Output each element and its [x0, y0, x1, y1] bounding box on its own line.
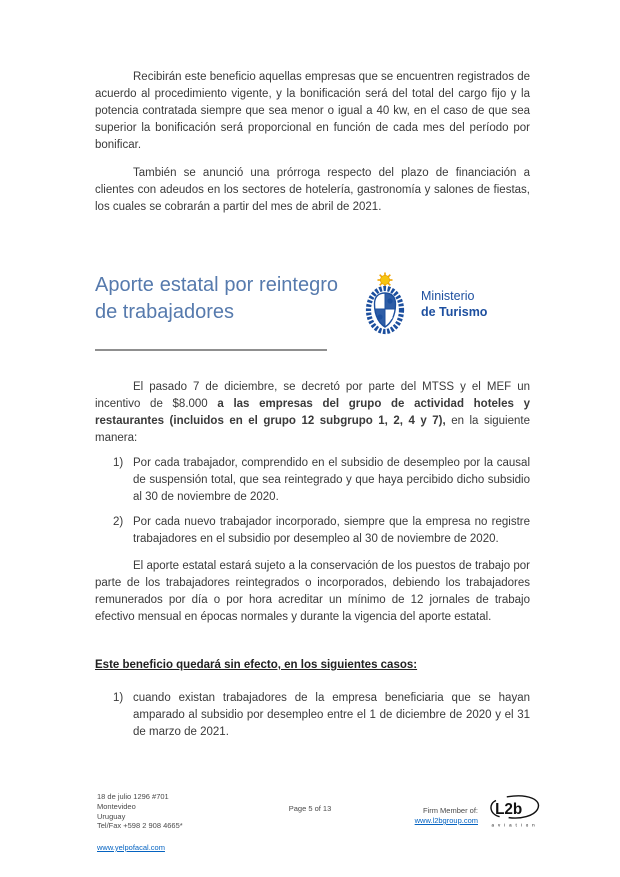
list-item-text: cuando existan trabajadores de la empresa beneficiaria que se hayan amparado al subsidio por desempleo entre el 1 de diciembre de 2020 y el 31 de marzo de 2021. — [133, 692, 530, 738]
ministry-name — [421, 288, 487, 320]
firm-website-link[interactable]: www.yelpofacal.com — [97, 843, 165, 852]
paragraph-prorroga: También se anunció una prórroga respecto del plazo de financiación a clientes con adeudos en los sectores de hotelería, gastronomía y salones de fiestas, los cuales se cobrarán a partir del mes de abril de 2021. — [95, 167, 530, 213]
l2b-aviation-logo-icon — [487, 794, 541, 834]
paragraph-benefit: Recibirán este beneficio aquellas empresas que se encuentren registrados de acuerdo al procedimiento vigente, y la bonificación será del total del cargo fijo y la potencia contratada siempre que sea menor o igual a 40 kw, en el caso de que sea superior la bonificación será proporcional en función de cada mes del período por bonificar. — [95, 71, 530, 151]
list-item — [95, 514, 530, 548]
footer-website — [97, 843, 165, 852]
list-item-number: 1) — [113, 692, 124, 704]
paragraph-decreto-pre: El pasado 7 de diciembre, se decretó por parte del MTSS y el MEF un incentivo de $8.000 — [95, 381, 530, 410]
list-item-text: Por cada nuevo trabajador incorporado, siempre que la empresa no registre trabajadores en el subsidio por desempleo al 30 de noviembre de 2020. — [133, 516, 530, 545]
l2bgroup-link[interactable]: www.l2bgroup.com — [414, 816, 478, 825]
footer-address-line: Tel/Fax +598 2 908 4665* — [97, 821, 183, 831]
uruguay-coat-of-arms-icon — [360, 272, 410, 336]
footer-address-line: Uruguay — [97, 811, 126, 821]
footer-address-line: 18 de julio 1296 #701 — [97, 792, 169, 801]
subsection-heading: Este beneficio quedará sin efecto, en los siguientes casos: — [95, 659, 418, 671]
section-title-row — [95, 272, 530, 336]
svg-text:L2b: L2b — [495, 801, 523, 818]
firm-member-label: Firm Member of: — [422, 806, 478, 815]
list-item — [95, 455, 530, 506]
ministry-name-line1: Ministerio — [421, 289, 475, 303]
document-body — [95, 0, 530, 741]
paragraph-decreto-post: en la siguiente manera: — [95, 415, 530, 444]
void-cases-list — [95, 690, 530, 741]
paragraph-decreto — [95, 379, 530, 447]
list-item-number: 2) — [113, 516, 124, 528]
section-title: Aporte estatal por reintegro de trabajadores — [95, 274, 338, 323]
list-item-number: 1) — [113, 457, 124, 469]
ministry-name-line2: de Turismo — [421, 305, 488, 319]
footer-address-line: Montevideo — [97, 801, 136, 811]
footer-firm-member — [415, 806, 478, 826]
paragraph-aporte-condiciones: El aporte estatal estará sujeto a la conservación de los puestos de trabajo por parte de los trabajadores reintegrados o incorporados, debiendo los trabajadores remunerados por día o por hora acreditar un mínimo de 12 jornales de trabajo efectivo mensual en épocas normales y durante la vigencia del aporte estatal. — [95, 560, 530, 623]
list-item — [95, 690, 530, 741]
title-underline-rule — [95, 349, 327, 351]
paragraph-decreto-bold: a las empresas del grupo de actividad hoteles y restaurantes (incluidos en el grupo 12 subgrupo 1, 2, 4 y 7), — [95, 398, 530, 427]
svg-text:a v i a t i o n: a v i a t i o n — [491, 822, 537, 828]
page-number: Page 5 of 13 — [288, 804, 332, 813]
list-item-text: Por cada trabajador, comprendido en el subsidio de desempleo por la causal de suspensión total, que sea reintegrado y que haya percibido dicho subsidio al 30 de noviembre de 2020. — [133, 457, 530, 503]
incentive-conditions-list — [95, 455, 530, 548]
ministry-logo — [360, 272, 487, 336]
